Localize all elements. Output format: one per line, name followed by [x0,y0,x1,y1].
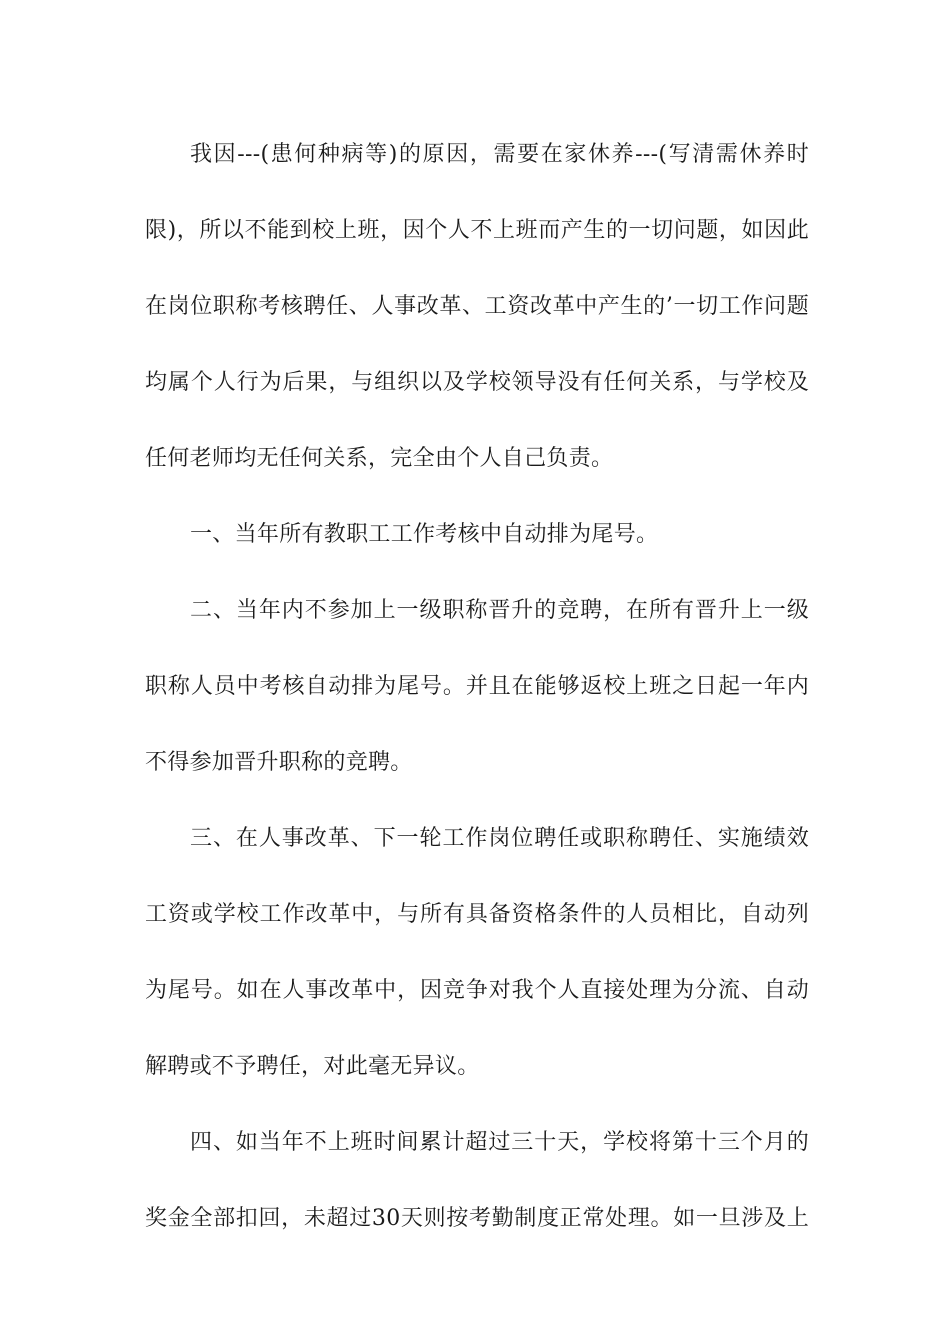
text-line: 三、在人事改革、下一轮工作岗位聘任或职称聘任、实施绩效 [190,826,809,851]
document-body [145,129,809,1269]
text-line: 为尾号。如在人事改革中，因竞争对我个人直接处理为分流、自动 [145,978,809,1003]
text-line: 我因---(患何种病等)的原因，需要在家休养---(写清需休养时 [190,142,809,167]
text-line: 工资或学校工作改革中，与所有具备资格条件的人员相比，自动列 [145,902,809,927]
text-line: 奖金全部扣回，未超过30天则按考勤制度正常处理。如一旦涉及上 [145,1206,809,1231]
text-line: 二、当年内不参加上一级职称晋升的竞聘，在所有晋升上一级 [190,598,809,623]
text-line: 解聘或不予聘任，对此毫无异议。 [145,1054,480,1079]
text-line: 一、当年所有教职工工作考核中自动排为尾号。 [190,522,659,547]
text-line: 限)，所以不能到校上班，因个人不上班而产生的一切问题，如因此 [145,218,809,243]
text-line: 不得参加晋升职称的竞聘。 [145,750,413,775]
text-line: 四、如当年不上班时间累计超过三十天，学校将第十三个月的 [190,1130,809,1155]
text-line: 任何老师均无任何关系，完全由个人自己负责。 [145,446,614,471]
text-line: 均属个人行为后果，与组织以及学校领导没有任何关系，与学校及 [145,370,809,395]
text-line: 职称人员中考核自动排为尾号。并且在能够返校上班之日起一年内 [145,674,809,699]
text-line: 在岗位职称考核聘任、人事改革、工资改革中产生的’一切工作问题 [145,294,809,319]
